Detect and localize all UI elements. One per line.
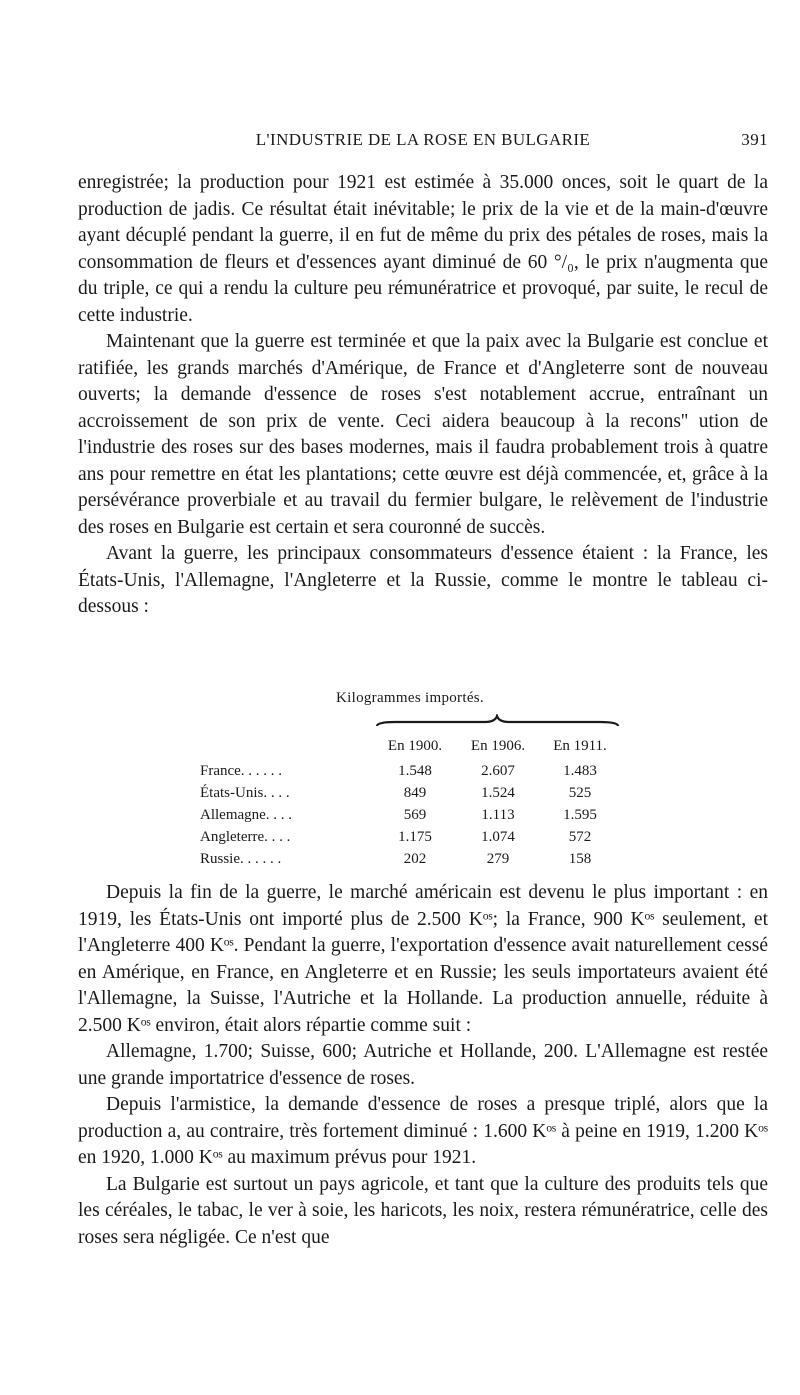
column-header-1906: En 1906. xyxy=(470,738,526,754)
row-label: Russie. . . . . . xyxy=(200,851,282,867)
row-label: France. . . . . . xyxy=(200,763,283,779)
cell-value: 849 xyxy=(403,785,427,801)
cell-value: 1.074 xyxy=(481,829,515,845)
paragraph-agriculture: La Bulgarie est surtout un pays agricole, et tant que la culture des produits tels que les céréales, le tabac, le ver à soie, les haricots, les noix, restera rémunératrice, celle des roses sera négligée. Ce n'est que xyxy=(78,1173,768,1248)
cell-value: 1.175 xyxy=(398,829,432,845)
table-caption: Kilogrammes importés. xyxy=(336,690,484,706)
cell-value: 2.607 xyxy=(481,763,515,779)
page-number: 391 xyxy=(741,130,768,149)
row-label: Allemagne. . . . xyxy=(200,807,293,823)
table-row-russie xyxy=(200,851,620,873)
table-row-allemagne xyxy=(200,807,620,829)
cell-value: 1.595 xyxy=(563,807,597,823)
running-title: L'INDUSTRIE DE LA ROSE EN BULGARIE xyxy=(255,130,591,149)
paragraph-continuation: enregistrée; la production pour 1921 est estimée à 35.000 onces, soit le quart de la production de jadis. Ce résultat était inévitable; le prix de la vie et de la main-d'œuvre ayant décuplé pendant la guerre, il en fut de même du prix des pétales de roses, mais la consommation de fleurs et d'essences ayant diminué de 60 °/₀, le prix n'augmenta que du triple, ce qui a rendu la culture peu rémunératrice et provoqué, par suite, le recul de cette industrie. xyxy=(78,172,768,326)
column-header-1900: En 1900. xyxy=(387,738,443,754)
table-brace xyxy=(375,714,620,730)
cell-value: 569 xyxy=(403,807,427,823)
text-block-bottom xyxy=(78,880,768,1251)
cell-value: 279 xyxy=(486,851,510,867)
paragraph-allocation: Allemagne, 1.700; Suisse, 600; Autriche et Hollande, 200. L'Allemagne est restée une grande importatrice d'essence de roses. xyxy=(78,1041,768,1089)
paragraph-armistice: Depuis l'armistice, la demande d'essence de roses a presque triplé, alors que la production a, au contraire, très fortement diminué : 1.600 Kᵒˢ à peine en 1919, 1.200 Kᵒˢ en 1920, 1.000 Kᵒˢ au maximum prévus pour 1921. xyxy=(78,1094,768,1168)
table-row-etats-unis xyxy=(200,785,620,807)
cell-value: 572 xyxy=(568,829,592,845)
row-label: Angleterre. . . . xyxy=(200,829,291,845)
cell-value: 525 xyxy=(568,785,592,801)
table-row-angleterre xyxy=(200,829,620,851)
cell-value: 1.113 xyxy=(481,807,515,823)
cell-value: 1.524 xyxy=(481,785,515,801)
cell-value: 202 xyxy=(403,851,427,867)
running-head xyxy=(78,130,768,154)
paragraph-american-market: Depuis la fin de la guerre, le marché américain est devenu le plus important : en 1919, les États-Unis ont importé plus de 2.500 Kᵒˢ; la France, 900 Kᵒˢ seulement, et l'Angleterre 400 Kᵒˢ. Pendant la guerre, l'exportation d'essence avait naturellement cessé en Amérique, en France, en Angleterre et en Russie; les seuls importateurs avaient été l'Allemagne, la Suisse, l'Autriche et la Hollande. La production annuelle, réduite à 2.500 Kᵒˢ environ, était alors répartie comme suit : xyxy=(78,882,768,1036)
cell-value: 158 xyxy=(568,851,592,867)
table-row-france xyxy=(200,763,620,785)
cell-value: 1.548 xyxy=(398,763,432,779)
cell-value: 1.483 xyxy=(563,763,597,779)
row-label: États-Unis. . . . xyxy=(200,785,290,801)
column-header-1911: En 1911. xyxy=(553,738,607,754)
paragraph-consumers-intro: Avant la guerre, les principaux consommateurs d'essence étaient : la France, les États-Unis, l'Allemagne, l'Angleterre et la Russie, comme le montre le tableau ci-dessous : xyxy=(78,543,768,617)
paragraph-postwar-markets: Maintenant que la guerre est terminée et que la paix avec la Bulgarie est conclue et ratifiée, les grands marchés d'Amérique, de France et d'Angleterre sont de nouveau ouverts; la demande d'essence de roses s'est notablement accrue, entraînant un accroissement de son prix de vente. Ceci aidera beaucoup à la recons'' ution de l'industrie des roses sur des bases modernes, mais il faudra probablement trois à quatre ans pour remettre en état les plantations; cette œuvre est déjà commencée, et, grâce à la persévérance proverbiale et au travail du fermier bulgare, le relèvement de l'industrie des roses en Bulgarie est certain et sera couronné de succès. xyxy=(78,331,768,538)
text-block-top xyxy=(78,170,768,621)
